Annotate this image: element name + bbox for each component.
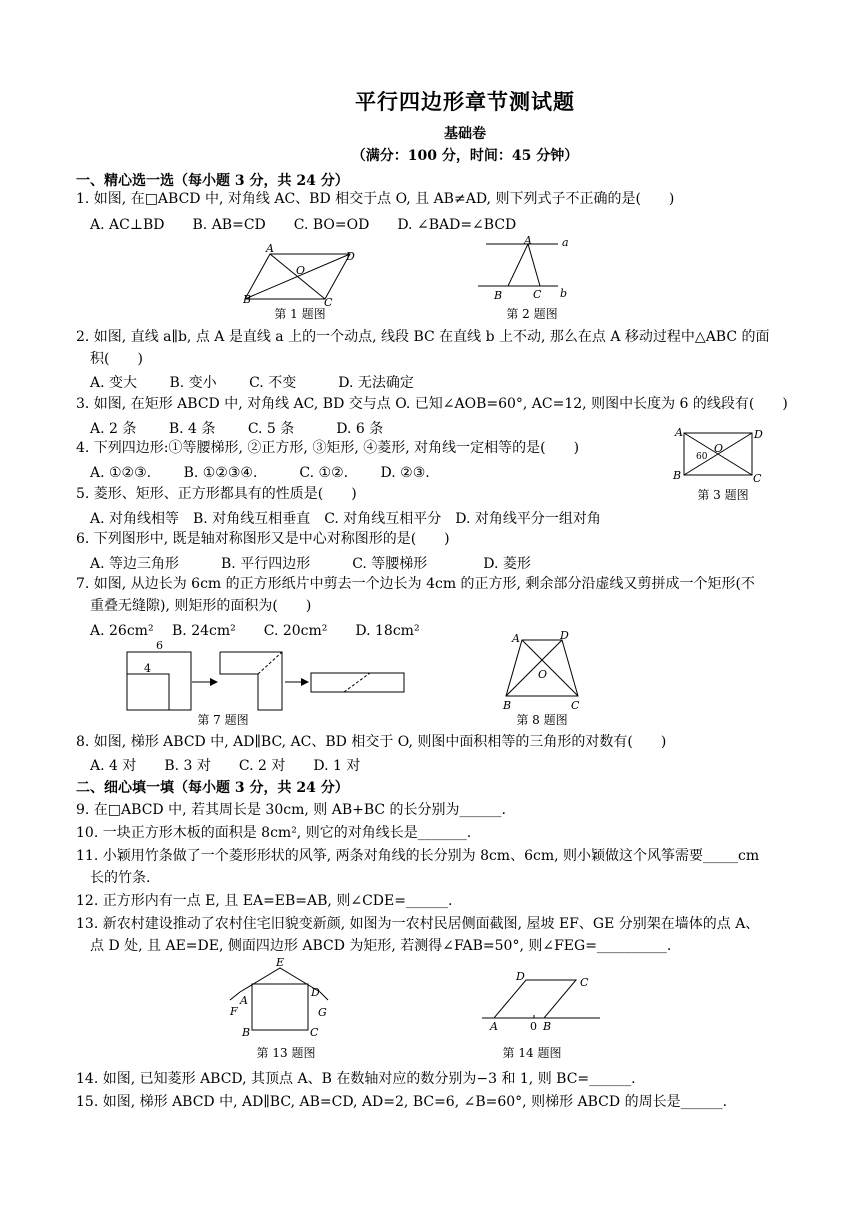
caption-fig-1: 第 1 题图: [274, 307, 326, 321]
fig2-label-b: B: [494, 289, 503, 302]
section-heading-fill: 二、细心填一填（每小题 3 分，共 24 分）: [76, 780, 349, 796]
fig7-label-four: 4: [144, 662, 151, 675]
fig8-label-b: B: [503, 699, 512, 712]
exam-meta: （满分：100 分，时间：45 分钟）: [351, 148, 579, 164]
page-subtitle: 基础卷: [444, 126, 486, 142]
question-11-text-line2: 长的竹条.: [90, 870, 151, 886]
figure-3-rectangle: [672, 425, 772, 485]
fig3-label-d: D: [754, 428, 763, 441]
question-7-text-line1: 7. 如图, 从边长为 6cm 的正方形纸片中剪去一个边长为 4cm 的正方形, 剩余部分沿虚线又剪拼成一个矩形(不: [76, 576, 755, 592]
fig13-label-a: A: [240, 994, 248, 1007]
figure-8-trapezoid: [498, 630, 598, 710]
fig3-label-c: C: [753, 472, 762, 485]
question-12-text: 12. 正方形内有一点 E, 且 EA=EB=AB, 则∠CDE=______.: [76, 893, 453, 909]
question-2-text-line1: 2. 如图, 直线 a∥b, 点 A 是直线 a 上的一个动点, 线段 BC 在直线 b 上不动, 那么在点 A 移动过程中△ABC 的面: [76, 329, 770, 345]
fig3-label-b: B: [673, 469, 682, 482]
fig13-label-e: E: [276, 956, 285, 969]
caption-fig-2: 第 2 题图: [506, 307, 558, 321]
caption-fig-8: 第 8 题图: [516, 713, 568, 727]
fig13-label-f: F: [230, 1005, 238, 1018]
question-4-text: 4. 下列四边形:①等腰梯形, ②正方形, ③矩形, ④菱形, 对角线一定相等的是( ): [76, 440, 580, 456]
fig8-label-c: C: [571, 699, 580, 712]
caption-fig-13: 第 13 题图: [256, 1046, 316, 1060]
fig1-label-c: C: [324, 296, 333, 309]
figure-1-parallelogram: [240, 244, 370, 314]
fig7-label-six: 6: [156, 639, 163, 652]
question-3-options: A. 2 条 B. 4 条 C. 5 条 D. 6 条: [90, 421, 384, 437]
question-2-options: A. 变大 B. 变小 C. 不变 D. 无法确定: [90, 375, 414, 391]
fig3-label-o: O: [714, 442, 724, 455]
fig2-label-line-a: a: [562, 236, 569, 249]
fig13-label-c: C: [310, 1026, 319, 1039]
question-10-text: 10. 一块正方形木板的面积是 8cm², 则它的对角线长是_______.: [76, 825, 472, 841]
question-3-text: 3. 如图, 在矩形 ABCD 中, 对角线 AC, BD 交与点 O. 已知∠AOB=60°, AC=12, 则图中长度为 6 的线段有( ): [76, 396, 788, 412]
fig14-label-zero: 0: [530, 1020, 537, 1033]
figure-14-rhombus: [478, 966, 608, 1036]
question-6-options: A. 等边三角形 B. 平行四边形 C. 等腰梯形 D. 菱形: [90, 556, 531, 572]
fig8-label-o: O: [538, 668, 548, 681]
question-14-text: 14. 如图, 已知菱形 ABCD, 其顶点 A、B 在数轴对应的数分别为−3 和 1, 则 BC=______.: [76, 1071, 636, 1087]
fig1-label-a: A: [266, 242, 274, 255]
section-heading-choice: 一、精心选一选（每小题 3 分，共 24 分）: [76, 173, 349, 189]
question-1-options: A. AC⊥BD B. AB=CD C. BO=OD D. ∠BAD=∠BCD: [90, 217, 517, 233]
figure-13-house: [226, 956, 336, 1040]
caption-fig-7: 第 7 题图: [197, 713, 249, 727]
question-8-options: A. 4 对 B. 3 对 C. 2 对 D. 1 对: [90, 758, 361, 774]
question-13-text-line2: 点 D 处, 且 AE=DE, 侧面四边形 ABCD 为矩形, 若测得∠FAB=50°, 则∠FEG=__________.: [90, 938, 672, 954]
fig1-label-d: D: [346, 250, 355, 263]
question-8-text: 8. 如图, 梯形 ABCD 中, AD∥BC, AC、BD 相交于 O, 则图中面积相等的三角形的对数有( ): [76, 734, 667, 750]
caption-fig-3: 第 3 题图: [697, 488, 749, 502]
fig2-label-line-b: b: [560, 287, 568, 300]
fig14-label-d: D: [516, 970, 525, 983]
question-13-text-line1: 13. 新农村建设推动了农村住宅旧貌变新颜, 如图为一农村民居侧面截图, 屋坡 EF、GE 分别架在墙体的点 A、: [76, 916, 760, 932]
question-11-text-line1: 11. 小颖用竹条做了一个菱形形状的风筝, 两条对角线的长分别为 8cm、6cm, 则小颖做这个风筝需要_____cm: [76, 848, 760, 864]
fig3-label-a: A: [675, 426, 683, 439]
fig13-label-g: G: [318, 1006, 327, 1019]
question-6-text: 6. 下列图形中, 既是轴对称图形又是中心对称图形的是( ): [76, 531, 450, 547]
fig3-label-angle: 60: [696, 452, 708, 462]
fig14-label-b: B: [543, 1020, 552, 1033]
fig1-label-b: B: [243, 293, 252, 306]
figure-7-square-cut: [122, 640, 412, 715]
fig14-label-a: A: [490, 1020, 498, 1033]
question-5-text: 5. 菱形、矩形、正方形都具有的性质是( ): [76, 486, 357, 502]
fig2-label-c: C: [533, 288, 542, 301]
fig13-label-d: D: [311, 986, 320, 999]
fig14-label-c: C: [580, 976, 589, 989]
question-2-text-line2: 积( ): [90, 351, 143, 367]
page-title: 平行四边形章节测试题: [355, 89, 575, 114]
fig2-label-a-point: A: [524, 234, 532, 247]
fig13-label-b: B: [242, 1026, 251, 1039]
question-4-options: A. ①②③. B. ①②③④. C. ①②. D. ②③.: [90, 465, 430, 481]
question-15-text: 15. 如图, 梯形 ABCD 中, AD∥BC, AB=CD, AD=2, BC=6, ∠B=60°, 则梯形 ABCD 的周长是______.: [76, 1094, 728, 1110]
question-9-text: 9. 在□ABCD 中, 若其周长是 30cm, 则 AB+BC 的长分别为______.: [76, 802, 507, 818]
fig8-label-a: A: [512, 632, 520, 645]
question-5-options: A. 对角线相等 B. 对角线互相垂直 C. 对角线互相平分 D. 对角线平分一组对角: [90, 511, 601, 527]
fig1-label-o: O: [296, 264, 306, 277]
question-7-options: A. 26cm² B. 24cm² C. 20cm² D. 18cm²: [90, 623, 420, 639]
figure-2-parallel-lines: [478, 236, 588, 306]
question-1-text: 1. 如图, 在□ABCD 中, 对角线 AC、BD 相交于点 O, 且 AB≠AD, 则下列式子不正确的是( ): [76, 191, 675, 207]
question-7-text-line2: 重叠无缝隙), 则矩形的面积为( ): [90, 598, 312, 614]
fig8-label-d: D: [560, 629, 569, 642]
caption-fig-14: 第 14 题图: [502, 1046, 562, 1060]
